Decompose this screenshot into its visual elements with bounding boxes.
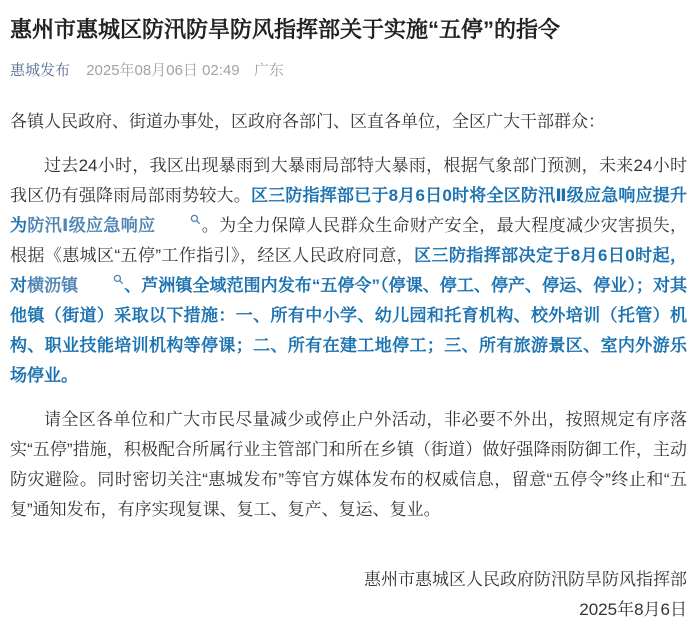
text-run: 、芦洲镇全域范围内发布“五停令”（停课、停工、停产、停运、停业）；对其他镇（街道）采取以下措施：一、所有中小学、幼儿园和托育机构、校外培训（托管）机构、职业技能培训机构等停课；二、所有在建工地停工；三、所有旅游景区、室内外游乐场停业。 xyxy=(10,275,688,385)
publish-region: 广东 xyxy=(253,61,284,79)
search-icon[interactable] xyxy=(79,274,124,285)
signature-block xyxy=(10,565,687,625)
article-paragraph xyxy=(10,151,687,391)
article-paragraph xyxy=(10,405,687,525)
signature-org: 惠州市惠城区人民政府防汛防旱防风指挥部 xyxy=(364,569,687,589)
search-term-link[interactable]: 防汛Ⅰ级应急响应 xyxy=(27,216,201,235)
text-run: 。为全力保障人民群众生命财产安全，最大程度减少灾害损失，根据《惠城区“五停”工作指引》，经区人民政府同意， xyxy=(10,215,688,265)
text-run: 区三防指挥部决定于8月6日0时起，对 xyxy=(10,245,687,295)
article-paragraph xyxy=(10,107,687,137)
article-title: 惠州市惠城区防汛防旱防风指挥部关于实施“五停”的指令 xyxy=(10,17,561,42)
search-icon[interactable] xyxy=(156,214,201,225)
text-run: 各镇人民政府、街道办事处，区政府各部门、区直各单位，全区广大干部群众： xyxy=(10,111,605,131)
text-run: 请全区各单位和广大市民尽量减少或停止户外活动，非必要不外出，按照规定有序落实“五停”措施，积极配合所属行业主管部门和所在乡镇（街道）做好强降雨防御工作，主动防灾避险。同时密切关注“惠城发布”等官方媒体发布的权威信息，留意“五停令”终止和“五复”通知发布，有序实现复课、复工、复产、复运、复业。 xyxy=(10,409,687,519)
account-name-link[interactable]: 惠城发布 xyxy=(10,61,71,79)
article-content xyxy=(10,107,687,525)
text-run: 区三防指挥部已于8月6日0时将全区防汛Ⅱ级应急响应提升为 xyxy=(10,185,687,235)
text-run: 过去24小时，我区出现暴雨到大暴雨局部特大暴雨，根据气象部门预测，未来24小时我区仍有强降雨局部雨势较大。 xyxy=(10,155,687,205)
search-term-link[interactable]: 横沥镇 xyxy=(27,276,124,295)
publish-datetime: 2025年08月06日 02:49 xyxy=(86,61,240,79)
article-meta xyxy=(10,61,687,81)
signature-date: 2025年8月6日 xyxy=(579,599,687,619)
